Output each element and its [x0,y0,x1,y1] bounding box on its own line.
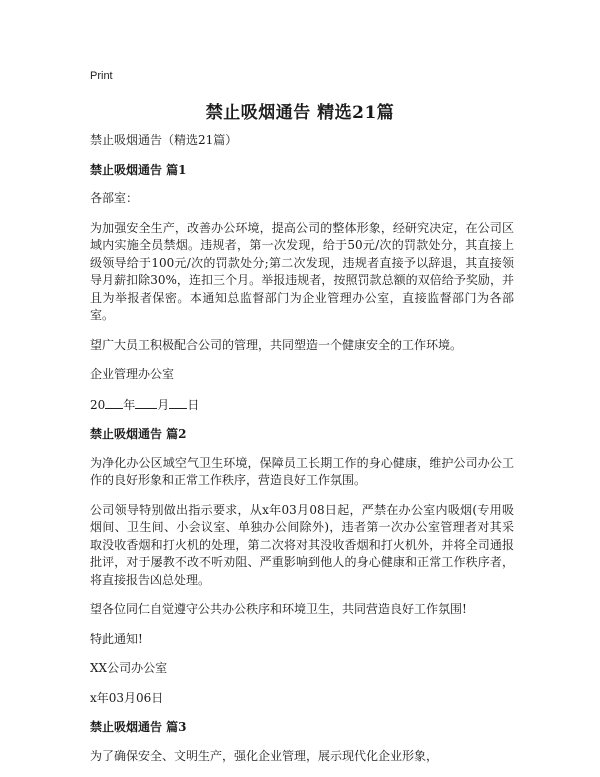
signer: XX公司办公室 [90,661,168,675]
paragraph: 望各位同仁自觉遵守公共办公秩序和环境卫生，共同营造良好工作氛围! [90,602,467,616]
print-link[interactable]: Print [90,70,113,82]
article-heading: 禁止吸烟通告 篇2 [90,427,187,441]
month-blank [135,396,157,409]
signer: 企业管理办公室 [90,367,175,381]
year-blank [105,396,123,409]
paragraph: 望广大员工积极配合公司的管理，共同塑造一个健康安全的工作环境。 [90,337,463,352]
date-line [90,396,514,415]
article-heading: 禁止吸烟通告 篇3 [90,720,187,734]
date-prefix: 20 [90,397,106,412]
article-1 [90,162,514,415]
date-day-label: 日 [187,397,200,412]
article-heading: 禁止吸烟通告 篇1 [90,162,187,177]
date-month-label: 月 [157,397,170,412]
paragraph: 为净化办公区域空气卫生环境，保障员工长期工作的身心健康，维护公司办公工作的良好形象和正常工作秩序，营造良好工作氛围。 [90,455,514,487]
paragraph: 为了确保安全、文明生产，强化企业管理，展示现代化企业形象， [90,748,439,763]
document-body [90,132,514,777]
article-2 [90,426,514,707]
day-blank [169,396,187,409]
notice-line: 特此通知! [90,631,143,646]
document-subtitle: 禁止吸烟通告（精选21篇） [90,133,238,147]
paragraph: 公司领导特别做出指示要求，从x年03月08日起，严禁在办公室内吸烟(专用吸烟间、卫生间、小会议室、单独办公间除外)，违者第一次办公室管理者对其采取没收香烟和打火机的处理，第二次将对其没收香烟和打火机外，并将全司通报批评，对于屡教不改不听劝阻、严重影响到他人的身心健康和正常工作秩序者，将直接报告凶总处理。 [90,502,514,587]
article-3 [90,719,514,765]
date-line: x年03月06日 [90,690,164,705]
page-title: 禁止吸烟通告 精选21篇 [205,103,395,123]
date-year-label: 年 [123,397,136,412]
paragraph: 为加强安全生产，改善办公环境，提高公司的整体形象，经研究决定，在公司区域内实施全员禁烟。违规者，第一次发现，给于50元/次的罚款处分，其直接上级领导给于100元/次的罚款处分;第二次发现，违规者直接予以辞退，其直接领导月薪扣除30%，连扣三个月。举报违规者，按照罚款总额的双倍给予奖励，并且为举报者保密。本通知总监督部门为企业管理办公室，直接监督部门为各部室。 [90,220,514,322]
salutation: 各部室： [90,191,139,205]
